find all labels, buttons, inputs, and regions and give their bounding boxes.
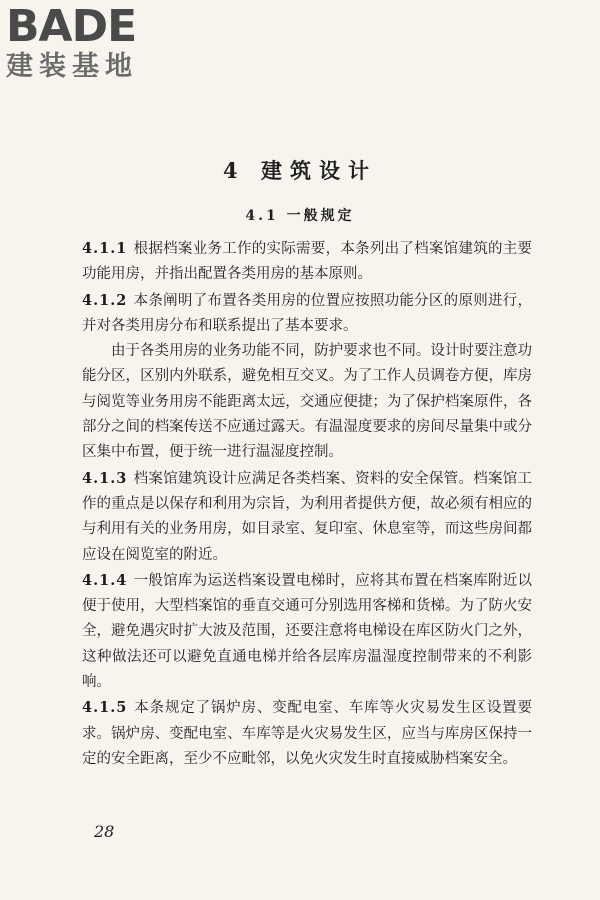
site-logo xyxy=(6,1,181,84)
clause-text: 档案馆建筑设计应满足各类档案、资料的安全保管。档案馆工作的重点是以保存和利用为宗旨，为利用者提供方便，故必须有相应的与利用有关的业务用房，如目录室、复印室、休息室等，而这些房间都应设在阅览室的附近。 xyxy=(82,470,532,563)
clause-4-1-2-continuation xyxy=(82,339,532,465)
clause-number: 4.1.3 xyxy=(82,469,128,487)
clause-number: 4.1.2 xyxy=(82,291,128,309)
clause-text: 根据档案业务工作的实际需要，本条列出了档案馆建筑的主要功能用房，并指出配置各类用房的基本原则。 xyxy=(82,241,532,283)
clause-4-1-5 xyxy=(82,695,532,772)
clause-number: 4.1.5 xyxy=(82,699,128,717)
clause-text: 本条阐明了布置各类用房的位置应按照功能分区的原则进行，并对各类用房分布和联系提出了基本要求。 xyxy=(82,292,532,334)
clause-4-1-4 xyxy=(82,568,532,695)
clause-4-1-3 xyxy=(82,466,532,568)
clause-text: 本条规定了锅炉房、变配电室、车库等火灾易发生区设置要求。锅炉房、变配电室、车库等是火灾易发生区，应当与库房区保持一定的安全距离，至少不应毗邻，以免火灾发生时直接威胁档案安全。 xyxy=(82,700,532,767)
clause-number: 4.1.4 xyxy=(82,571,128,589)
clause-text: 由于各类用房的业务功能不同，防护要求也不同。设计时要注意功能分区，区别内外联系，避免相互交叉。为了工作人员调卷方便，库房与阅览等业务用房不能距离太远，交通应便捷；为了保护档案原件，各部分之间的档案传送不应通过露天。有温湿度要求的房间尽量集中或分区集中布置，便于统一进行温湿度控制。 xyxy=(82,343,532,461)
section-title: 4.1 一般规定 xyxy=(245,208,355,224)
clause-4-1-1 xyxy=(82,236,532,288)
clause-number: 4.1.1 xyxy=(82,240,128,257)
clause-4-1-2 xyxy=(82,288,532,340)
page-number: 28 xyxy=(94,822,115,841)
clause-text: 一般馆库为运送档案设置电梯时，应将其布置在档案库附近以便于使用，大型档案馆的垂直交通可分别选用客梯和货梯。为了防火安全，避免遇灾时扩大波及范围，还要注意将电梯设在库区防火门之外，这种做法还可以避免直通电梯并给各层库房温湿度控制带来的不利影响。 xyxy=(82,572,532,691)
logo-subtitle: 建装基地 xyxy=(6,51,138,82)
document-body xyxy=(82,236,532,772)
logo-wordmark: BADE xyxy=(6,1,137,52)
chapter-title: 4 建筑设计 xyxy=(223,158,377,183)
